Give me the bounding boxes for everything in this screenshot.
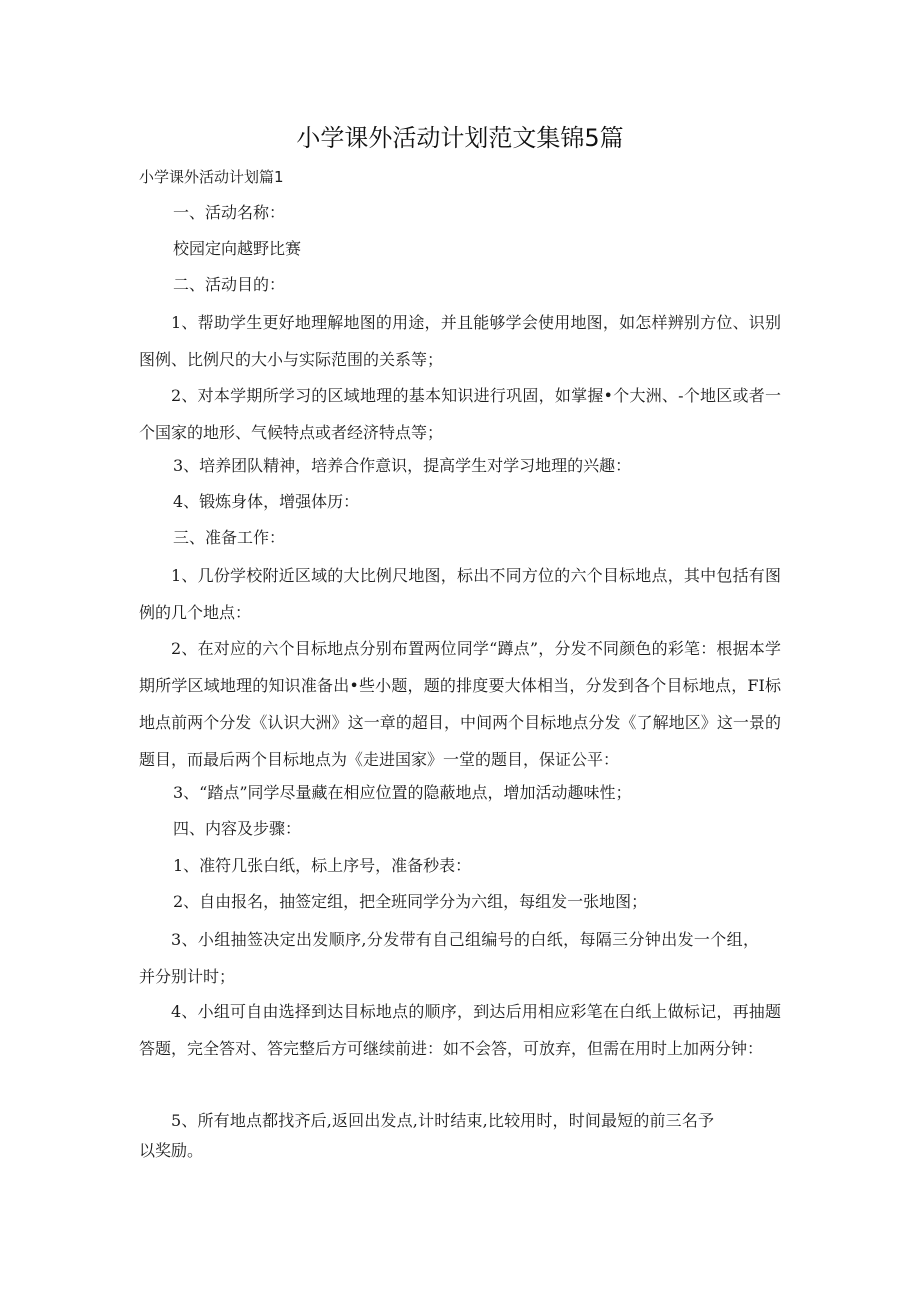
step-item-5: 5、所有地点都找齐后,返回出发点,计时结束,比较用时，时间最短的前三名予以奖励。 bbox=[139, 1111, 714, 1160]
activity-name-text: 校园定向越野比赛 bbox=[173, 239, 302, 258]
step-item-1: 1、准符几张白纸，标上序号，准备秒表： bbox=[173, 856, 472, 875]
section-heading-steps: 四、内容及步骤： bbox=[173, 819, 302, 838]
section-heading-activity-name: 一、活动名称： bbox=[173, 203, 286, 222]
purpose-item-1: 1、帮助学生更好地理解地图的用途，并且能够学会使用地图，如怎样辨别方位、识别图例、比例尺的大小与实际范围的关系等； bbox=[139, 313, 781, 369]
purpose-item-3: 3、培养团队精神，培养合作意识，提高学生对学习地理的兴趣： bbox=[173, 456, 632, 475]
step-item-4: 4、小组可自由选择到达目标地点的顺序，到达后用相应彩笔在白纸上做标记，再抽题答题，完全答对、答完整后方可继续前进：如不会答，可放弃，但需在用时上加两分钟： bbox=[139, 1002, 781, 1058]
document-title: 小学课外活动计划范文集锦5篇 bbox=[296, 124, 624, 152]
section-heading-purpose: 二、活动目的： bbox=[173, 275, 286, 294]
step-item-3: 3、小组抽签决定出发顺序,分发带有自己组编号的白纸，每隔三分钟出发一个组，并分别计时； bbox=[139, 930, 759, 986]
preparation-item-3: 3、“踏点”同学尽量藏在相应位置的隐蔽地点，增加活动趣味性； bbox=[173, 783, 632, 802]
preparation-item-2: 2、在对应的六个目标地点分别布置两位同学“蹲点”，分发不同颜色的彩笔：根据本学期所学区域地理的知识准备出•些小题，题的排度要大体相当，分发到各个目标地点，FI标地点前两个分发《认识大洲》这一章的超目，中间两个目标地点分发《了解地区》这一景的题目，而最后两个目标地点为《走进国家》一堂的题目，保证公平： bbox=[139, 639, 781, 769]
section-heading-preparation: 三、准备工作： bbox=[173, 528, 286, 547]
step-item-2: 2、自由报名，抽签定组，把全班同学分为六组，每组发一张地图； bbox=[173, 892, 648, 911]
purpose-item-2: 2、对本学期所学习的区域地理的基本知识进行巩固，如掌握•个大洲、-个地区或者一个国家的地形、气候特点或者经济特点等； bbox=[139, 386, 781, 442]
plan-subtitle: 小学课外活动计划篇1 bbox=[139, 168, 284, 186]
preparation-item-1: 1、几份学校附近区域的大比例尺地图，标出不同方位的六个目标地点，其中包括有图例的几个地点： bbox=[139, 566, 781, 622]
purpose-item-4: 4、锻炼身体，增强体历： bbox=[173, 492, 360, 511]
